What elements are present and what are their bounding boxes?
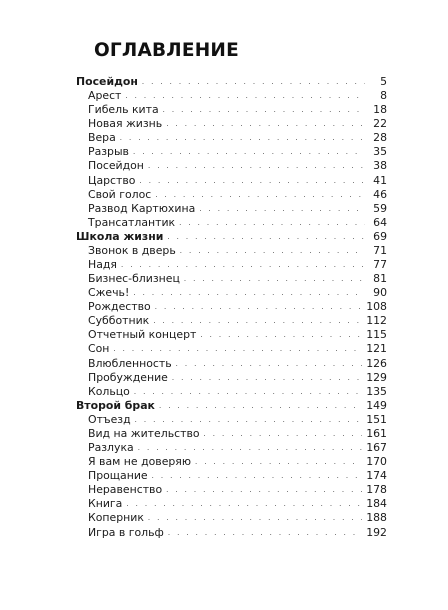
- toc-entry-row[interactable]: [76, 357, 387, 371]
- dot-leader: [113, 342, 362, 356]
- toc-entry-title: Вера: [88, 131, 116, 145]
- toc-entry-row[interactable]: [76, 258, 387, 272]
- toc-entry-title: Рождество: [88, 300, 151, 314]
- dot-leader: [184, 272, 365, 286]
- toc-page-number: 115: [366, 328, 387, 342]
- dot-leader: [155, 188, 365, 202]
- toc-entry-title: Субботник: [88, 314, 150, 328]
- dot-leader: [142, 75, 365, 89]
- toc-entry-row[interactable]: [76, 272, 387, 286]
- toc-entry-row[interactable]: [76, 286, 387, 300]
- toc-entry-row[interactable]: [76, 413, 387, 427]
- toc-entry-row[interactable]: [76, 371, 387, 385]
- dot-leader: [135, 413, 363, 427]
- dot-leader: [121, 258, 365, 272]
- toc-entry-row[interactable]: [76, 483, 387, 497]
- toc-entry-title: Трансатлантик: [88, 215, 176, 229]
- toc-entry-title: Неравенство: [88, 483, 163, 497]
- toc-entry-row[interactable]: [76, 427, 387, 441]
- toc-entry-row[interactable]: [76, 455, 387, 469]
- toc-entry-row[interactable]: [76, 300, 387, 314]
- toc-page-number: 77: [373, 258, 387, 272]
- toc-entry-row[interactable]: [76, 469, 387, 483]
- dot-leader: [152, 469, 363, 483]
- dot-leader: [176, 357, 363, 371]
- toc-page-number: 59: [373, 201, 387, 215]
- toc-entry-title: Книга: [88, 497, 123, 511]
- toc-page-number: 64: [373, 215, 387, 229]
- toc-page-number: 5: [380, 75, 387, 88]
- toc-page-number: 35: [373, 145, 387, 159]
- dot-leader: [200, 328, 362, 342]
- toc-page-number: 90: [373, 286, 387, 300]
- toc-page-number: 167: [366, 441, 387, 455]
- toc-entry-row[interactable]: [76, 342, 387, 356]
- dot-leader: [163, 103, 365, 117]
- toc-entry-title: Развод Картюхина: [88, 201, 196, 215]
- dot-leader: [179, 216, 365, 230]
- toc-entry-row[interactable]: [76, 526, 387, 540]
- toc-entry-title: Царство: [88, 173, 136, 187]
- dot-leader: [155, 300, 363, 314]
- dot-leader: [166, 117, 365, 131]
- toc-page-number: 184: [366, 497, 387, 511]
- toc-page-number: 18: [373, 103, 387, 117]
- toc-page-number: 174: [366, 469, 387, 483]
- toc-entry-title: Отъезд: [88, 412, 131, 426]
- toc-entry-title: Игра в гольф: [88, 525, 164, 539]
- toc-entry-row[interactable]: [76, 188, 387, 202]
- toc-page-number: 188: [366, 511, 387, 525]
- toc-entry-title: Арест: [88, 89, 122, 103]
- toc-page-number: 149: [366, 398, 387, 412]
- dot-leader: [180, 244, 365, 258]
- dot-leader: [167, 230, 365, 244]
- dot-leader: [204, 427, 363, 441]
- dot-leader: [139, 174, 365, 188]
- toc-entry-title: Надя: [88, 258, 117, 272]
- toc-entry-row[interactable]: [76, 202, 387, 216]
- table-of-contents: [76, 75, 387, 540]
- toc-page-number: 108: [366, 300, 387, 314]
- toc-section-row[interactable]: [76, 75, 387, 89]
- toc-entry-row[interactable]: [76, 385, 387, 399]
- toc-entry-title: Второй брак: [76, 398, 155, 412]
- toc-entry-title: Отчетный концерт: [88, 328, 197, 342]
- dot-leader: [166, 483, 362, 497]
- toc-entry-row[interactable]: [76, 328, 387, 342]
- toc-entry-title: Разрыв: [88, 145, 129, 159]
- toc-entry-title: Сжечь!: [88, 286, 130, 300]
- toc-entry-title: Новая жизнь: [88, 117, 163, 131]
- toc-page-number: 112: [366, 314, 387, 328]
- toc-page-number: 129: [366, 370, 387, 384]
- toc-page-number: 41: [373, 173, 387, 187]
- toc-entry-row[interactable]: [76, 511, 387, 525]
- dot-leader: [120, 131, 365, 145]
- dot-leader: [199, 202, 365, 216]
- toc-entry-row[interactable]: [76, 145, 387, 159]
- toc-entry-title: Прощание: [88, 469, 148, 483]
- toc-page-number: 161: [366, 426, 387, 440]
- toc-section-row[interactable]: [76, 230, 387, 244]
- toc-entry-title: Посейдон: [88, 159, 144, 173]
- toc-entry-title: Пробуждение: [88, 370, 168, 384]
- toc-entry-row[interactable]: [76, 244, 387, 258]
- dot-leader: [148, 511, 362, 525]
- toc-entry-row[interactable]: [76, 159, 387, 173]
- dot-leader: [125, 89, 365, 103]
- toc-page-number: 22: [373, 117, 387, 131]
- toc-page-number: 46: [373, 187, 387, 201]
- toc-page-number: 135: [366, 384, 387, 398]
- toc-entry-row[interactable]: [76, 216, 387, 230]
- toc-page-number: 38: [373, 159, 387, 173]
- dot-leader: [195, 455, 362, 469]
- toc-entry-row[interactable]: [76, 497, 387, 511]
- toc-page-number: 71: [373, 243, 387, 257]
- toc-page-number: 69: [373, 229, 387, 243]
- toc-entry-title: Коперник: [88, 511, 144, 525]
- toc-entry-title: Бизнес-близнец: [88, 272, 180, 286]
- toc-entry-row[interactable]: [76, 441, 387, 455]
- toc-page-number: 28: [373, 131, 387, 145]
- toc-entry-title: Вид на жительство: [88, 426, 200, 440]
- toc-entry-title: Гибель кита: [88, 103, 159, 117]
- toc-entry-row[interactable]: [76, 131, 387, 145]
- dot-leader: [153, 314, 362, 328]
- toc-entry-title: Сон: [88, 342, 110, 356]
- toc-page-number: 170: [366, 455, 387, 469]
- toc-entry-row[interactable]: [76, 314, 387, 328]
- dot-leader: [168, 526, 362, 540]
- dot-leader: [148, 159, 365, 173]
- toc-page-number: 81: [373, 272, 387, 286]
- toc-entry-row[interactable]: [76, 174, 387, 188]
- toc-entry-title: Влюбленность: [88, 356, 172, 370]
- toc-entry-title: Разлука: [88, 441, 134, 455]
- dot-leader: [126, 497, 362, 511]
- toc-entry-title: Школа жизни: [76, 229, 164, 243]
- toc-page-number: 192: [366, 525, 387, 539]
- toc-page-number: 126: [366, 356, 387, 370]
- toc-entry-title: Кольцо: [88, 384, 130, 398]
- toc-page-number: 121: [366, 342, 387, 356]
- dot-leader: [133, 145, 365, 159]
- toc-page-number: 151: [366, 412, 387, 426]
- dot-leader: [172, 371, 362, 385]
- toc-page-number: 8: [380, 89, 387, 103]
- toc-entry-title: Я вам не доверяю: [88, 455, 192, 469]
- toc-entry-row[interactable]: [76, 103, 387, 117]
- dot-leader: [159, 399, 362, 413]
- dot-leader: [133, 286, 365, 300]
- toc-section-row[interactable]: [76, 399, 387, 413]
- toc-entry-title: Посейдон: [76, 75, 138, 88]
- toc-entry-row[interactable]: [76, 89, 387, 103]
- toc-entry-title: Звонок в дверь: [88, 243, 176, 257]
- page-title: ОГЛАВЛЕНИЕ: [94, 40, 239, 61]
- toc-entry-title: Свой голос: [88, 187, 152, 201]
- toc-entry-row[interactable]: [76, 117, 387, 131]
- toc-page-number: 178: [366, 483, 387, 497]
- dot-leader: [134, 385, 362, 399]
- dot-leader: [138, 441, 363, 455]
